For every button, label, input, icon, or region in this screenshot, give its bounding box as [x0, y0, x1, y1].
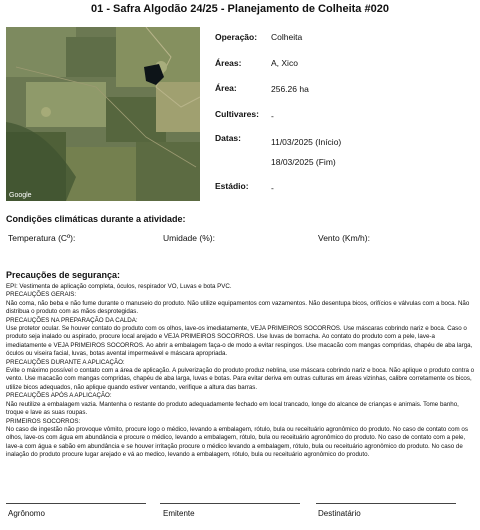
safety-line: PRECAUÇÕES DURANTE A APLICAÇÃO:	[6, 358, 125, 366]
start-date-value: 11/03/2025 (Início)	[271, 137, 342, 147]
satellite-map	[6, 27, 200, 201]
map-attribution: Google	[9, 192, 32, 199]
signature-line-issuer	[160, 503, 300, 504]
safety-line: PRECAUÇÕES APÓS A APLICAÇÃO:	[6, 392, 112, 400]
temperature-label: Temperatura (Cº):	[8, 233, 76, 243]
safety-line: PRIMEIROS SOCORROS:	[6, 417, 81, 425]
safety-line: Não reutilize a embalagem vazia. Mantenha o restante do produto adequadamente fechado em local trancado, longe do alcance de crianças e animais. Tome banho, troque e lave as suas roupas.	[6, 400, 459, 417]
safety-line: No caso de ingestão não provoque vômito, procure logo o médico, levando a embalagem, rótulo, bula ou receituário agronômico do produto. No caso de contato com os olhos, lave-os com água em abundância e procure o médico, levando a embalagem, rótulo, bula ou receituário agronômico do produto. No caso de contato com a pele, lave-a com água e sabão em abundância e se houver irritação procure o médico levando a embalagem, rótulo, bula ou receituário agronômico do produto. No caso de inalação do produto procure lugar arejado e vá ao medico, levando a embalagem, rótulo, bula ou receituário agronômico do produto.	[6, 425, 468, 459]
area-label: Área:	[215, 83, 237, 93]
safety-line: Use protetor ocular. Se houver contato do produto com os olhos, lave-os imediatamente, VEJA PRIMEIROS SOCORROS. Use máscaras cobrindo nariz e boca. Caso o produto seja inalado ou aspirado, procure local arejado e VEJA PRIMEIROS SOCORROS. Use luvas de borracha. Ao contato do produto com a pele, lave-a imediatamente e VEJA PRIMEIROS SOCORROS. Ao abrir a embalagem faça-o de modo a evitar respingos. Use macacão com mangas compridas, chapéu de aba larga, óculos ou viseira facial, luvas, botas avental impermeável e máscara apropriada.	[6, 325, 473, 358]
wind-label: Vento (Km/h):	[318, 233, 370, 243]
signature-recipient-label: Destinatário	[318, 509, 361, 518]
stage-value: -	[271, 183, 274, 193]
cultivars-value: -	[271, 111, 274, 121]
areas-value: A, Xico	[271, 58, 298, 68]
area-value: 256.26 ha	[271, 84, 309, 94]
operation-label: Operação:	[215, 32, 258, 42]
safety-line: PRECAUÇÕES NA PREPARAÇÃO DA CALDA:	[6, 316, 138, 324]
safety-line: EPI: Vestimenta de aplicação completa, óculos, respirador VO, Luvas e bota PVC.	[6, 283, 232, 290]
signature-issuer-label: Emitente	[163, 509, 195, 518]
safety-line: PRECAUÇÕES GERAIS:	[6, 291, 77, 299]
humidity-label: Umidade (%):	[163, 233, 215, 243]
satellite-image	[6, 27, 200, 201]
climate-heading: Condições climáticas durante a atividade:	[6, 214, 186, 224]
areas-label: Áreas:	[215, 58, 242, 68]
signature-line-agronomist	[6, 503, 146, 504]
stage-label: Estádio:	[215, 181, 249, 191]
safety-text	[6, 283, 476, 460]
signature-agronomist-label: Agrônomo	[8, 509, 45, 518]
dates-label: Datas:	[215, 133, 241, 143]
end-date-value: 18/03/2025 (Fim)	[271, 157, 336, 167]
safety-line: Evite o máximo possível o contato com a área de aplicação. A pulverização do produto produz neblina, use máscara cobrindo nariz e boca. Não aplique o produto contra o vento. Use macacão com mangas compridas, chapéu de aba larga, luvas e botas. Para evitar deriva em outras culturas em áreas vizinhas, calibre corretamente os bicos, utilize bicos adequados, não aplique quando estiver ventando, verifique a altura das barras.	[6, 367, 475, 391]
page-title: 01 - Safra Algodão 24/25 - Planejamento de Colheita #020	[91, 3, 389, 15]
signature-line-recipient	[316, 503, 456, 504]
safety-heading: Precauções de segurança:	[6, 270, 121, 280]
cultivars-label: Cultivares:	[215, 109, 259, 119]
operation-value: Colheita	[271, 32, 303, 42]
safety-line: Não coma, não beba e não fume durante o manuseio do produto. Não utilize equipamentos com vazamentos. Não desentupa bicos, orifícios e válvulas com a boca. Não distribua o produto com as mãos desprotegidas.	[6, 299, 470, 316]
